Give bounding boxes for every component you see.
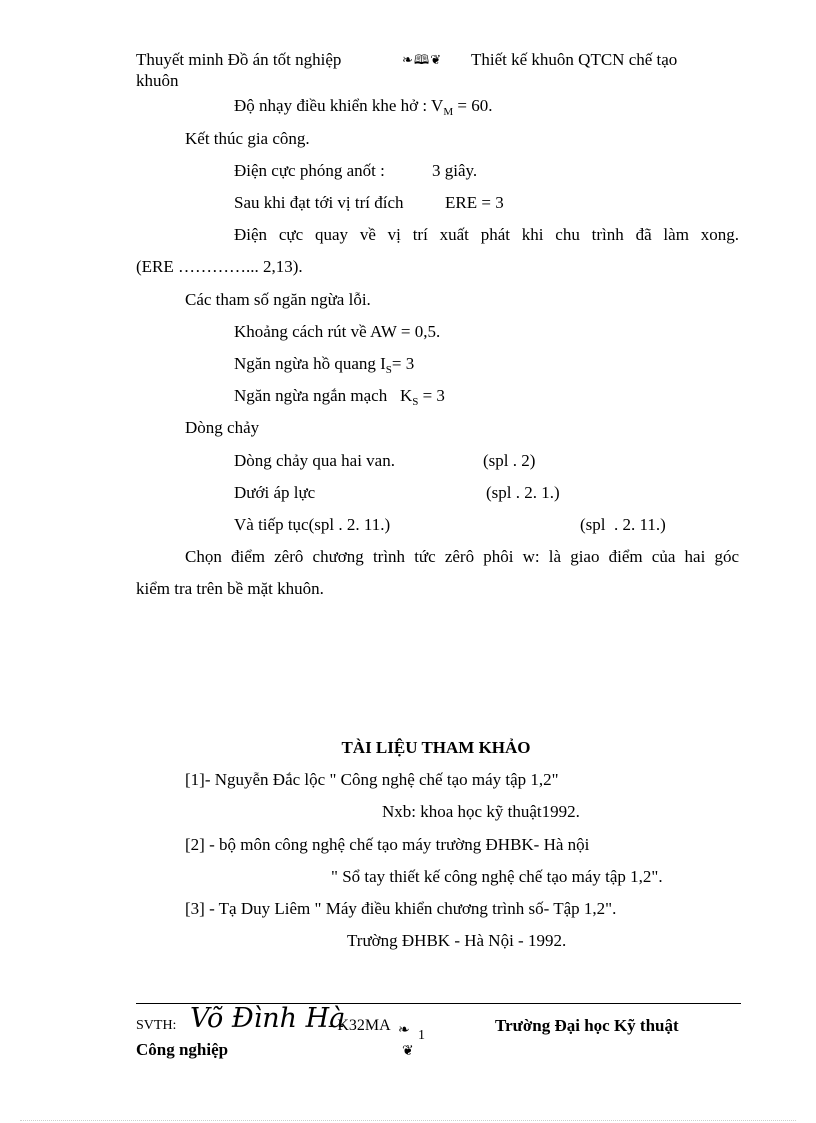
class-code: - K32MA <box>328 1017 391 1034</box>
school-name-line-1: Trường Đại học Kỹ thuật <box>495 1016 679 1035</box>
header-left-text: Thuyết minh Đồ án tốt nghiệp <box>136 50 342 69</box>
reference-1-publisher: Nxb: khoa học kỹ thuật1992. <box>382 802 580 821</box>
page-edge-dotted-line <box>20 1120 796 1121</box>
footer-ornament-right-icon: ❦ <box>402 1044 414 1059</box>
end-machining-heading: Kết thúc gia công. <box>185 129 310 148</box>
header-right-text: Thiết kế khuôn QTCN chế tạo <box>471 50 678 69</box>
short-prevention-line: Ngăn ngừa ngắn mạch $K_S = 3$ <box>234 386 445 408</box>
anode-discharge-label: Điện cực phóng anốt : <box>234 161 385 180</box>
error-params-heading: Các tham số ngăn ngừa lỗi. <box>185 290 371 309</box>
svth-label: SVTH: <box>136 1018 177 1033</box>
continue-value: (spl . 2. 11.) <box>580 515 666 534</box>
ornament-icon: ❧🕮❦ <box>402 52 443 67</box>
pressure-value: (spl . 2. 1.) <box>486 483 560 502</box>
references-title: TÀI LIỆU THAM KHẢO <box>341 738 531 757</box>
flow-valves-label: Dòng chảy qua hai van. <box>234 451 395 470</box>
pressure-label: Dưới áp lực <box>234 483 316 502</box>
gap-sensitivity-line: Độ nhạy điều khiển khe hở : $V_M = 60$. <box>234 96 493 118</box>
retract-distance-line: Khoảng cách rút về AW = 0,5. <box>234 322 441 341</box>
zero-point-line-1: Chọn điểm zêrô chương trình tức zêrô phôi w: là giao điểm của hai góc <box>185 547 739 566</box>
footer-ornament-left-icon: ❧ <box>398 1023 410 1038</box>
after-reach-value: ERE = 3 <box>445 193 504 212</box>
page-number: 1 <box>418 1028 425 1043</box>
header-wrap-text: khuôn <box>136 71 179 90</box>
reference-2-title: " Sổ tay thiết kế công nghệ chế tạo máy tập 1,2". <box>331 867 663 886</box>
reference-3: [3] - Tạ Duy Liêm " Máy điều khiển chương trình số- Tập 1,2". <box>185 899 617 918</box>
arc-prevention-line: Ngăn ngừa hồ quang $I_S= 3$ <box>234 354 415 376</box>
continue-label: Và tiếp tục(spl . 2. 11.) <box>234 515 391 534</box>
reference-2: [2] - bộ môn công nghệ chế tạo máy trường ĐHBK- Hà nội <box>185 835 590 854</box>
school-name-line-2: Công nghiệp <box>136 1040 229 1059</box>
reference-1: [1]- Nguyễn Đắc lộc " Công nghệ chế tạo máy tập 1,2" <box>185 770 559 789</box>
flow-valves-value: (spl . 2) <box>483 451 536 470</box>
return-line-1: Điện cực quay về vị trí xuất phát khi chu trình đã làm xong. <box>234 225 739 244</box>
zero-point-line-2: kiểm tra trên bề mặt khuôn. <box>136 579 324 598</box>
return-line-2: (ERE …………... 2,13). <box>136 257 303 276</box>
anode-discharge-value: 3 giây. <box>432 161 478 180</box>
student-name: Võ Đình Hà <box>190 1003 346 1034</box>
flow-heading: Dòng chảy <box>185 418 260 437</box>
reference-3-publisher: Trường ĐHBK - Hà Nội - 1992. <box>347 931 567 950</box>
after-reach-label: Sau khi đạt tới vị trí đích <box>234 193 404 212</box>
